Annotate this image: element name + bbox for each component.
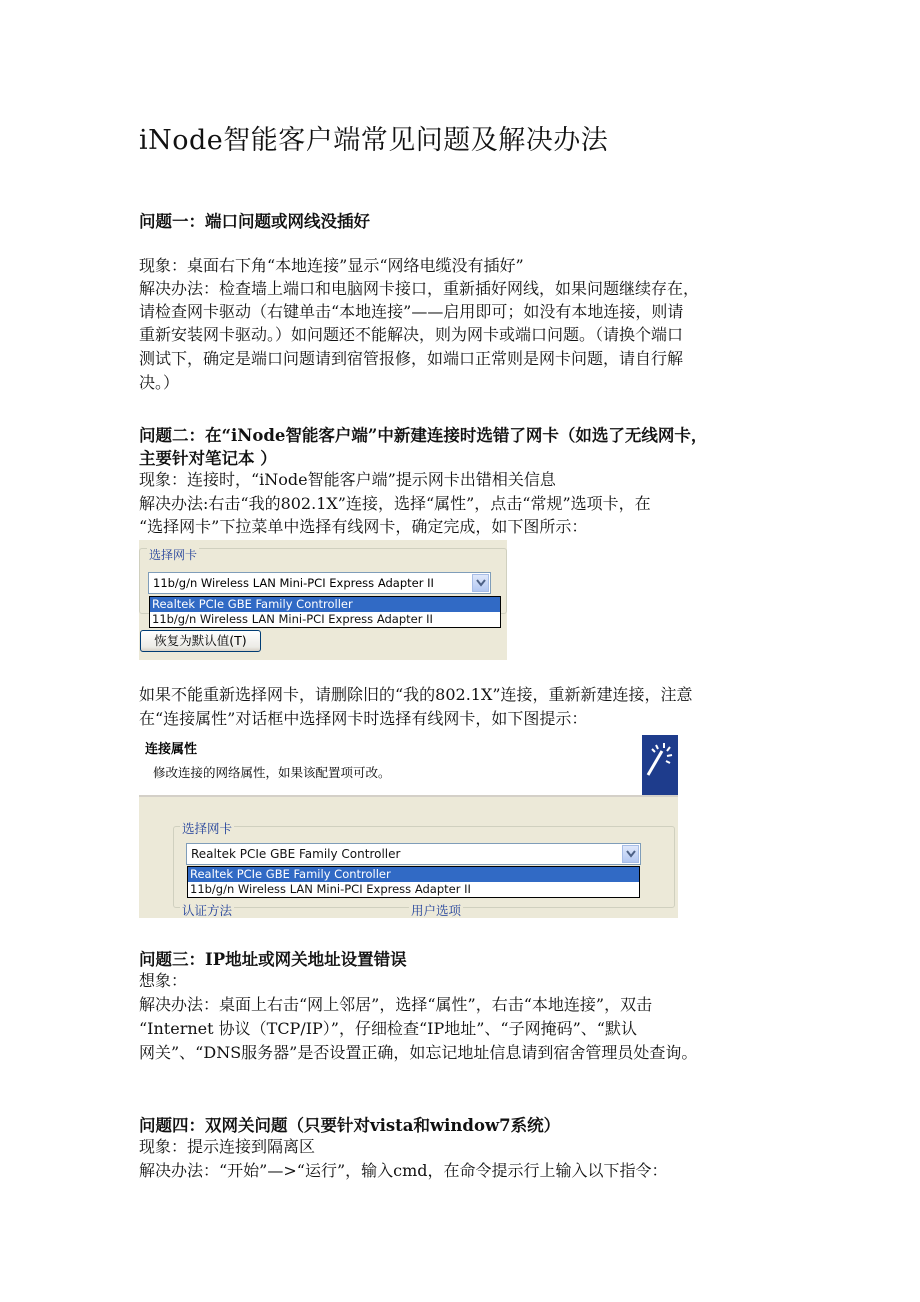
connection-properties-screenshot bbox=[139, 735, 678, 918]
q4-heading: 问题四：双网关问题（只要针对vista和window7系统） bbox=[139, 1116, 561, 1135]
nic-combobox-value: Realtek PCIe GBE Family Controller bbox=[191, 847, 401, 861]
nic-option-realtek[interactable]: Realtek PCIe GBE Family Controller bbox=[188, 867, 639, 882]
q3-heading: 问题三：IP地址或网关地址设置错误 bbox=[139, 950, 407, 969]
q1-line: 解决办法：检查墙上端口和电脑网卡接口，重新插好网线，如果问题继续存在， bbox=[139, 279, 700, 298]
q2-line: 解决办法:右击“我的802.1X”连接，选择“属性”，点击“常规”选项卡，在 bbox=[139, 494, 651, 513]
q3-line: “Internet 协议（TCP/IP）”，仔细检查“IP地址”、“子网掩码”、“默认 bbox=[139, 1019, 637, 1038]
dialog-header bbox=[139, 735, 678, 795]
chevron-down-icon[interactable] bbox=[472, 574, 489, 592]
q3-line: 想象： bbox=[139, 971, 188, 990]
dialog-description: 修改连接的网络属性，如果该配置项可改。 bbox=[153, 765, 391, 780]
q1-heading: 问题一：端口问题或网线没插好 bbox=[139, 212, 370, 231]
user-options-label: 用户选项 bbox=[411, 903, 462, 918]
document-title: iNode智能客户端常见问题及解决办法 bbox=[139, 125, 609, 156]
q2-heading: 问题二：在“iNode智能客户端”中新建连接时选错了网卡（如选了无线网卡， bbox=[139, 426, 708, 445]
header-separator bbox=[139, 795, 678, 797]
nic-option-realtek[interactable]: Realtek PCIe GBE Family Controller bbox=[150, 597, 500, 612]
q1-line: 决。） bbox=[139, 373, 180, 392]
nic-combobox-value: 11b/g/n Wireless LAN Mini-PCI Express Adapter II bbox=[153, 576, 434, 590]
nic-option-wireless[interactable]: 11b/g/n Wireless LAN Mini-PCI Express Adapter II bbox=[152, 612, 433, 626]
nic-combobox[interactable] bbox=[186, 843, 641, 865]
q4-line: 现象：提示连接到隔离区 bbox=[139, 1137, 316, 1156]
chevron-down-icon[interactable] bbox=[622, 845, 639, 863]
restore-default-button[interactable]: 恢复为默认值(T) bbox=[140, 630, 261, 652]
q4-line: 解决办法：“开始”—>“运行”，输入cmd，在命令提示行上输入以下指令： bbox=[139, 1161, 668, 1180]
nic-option-wireless[interactable]: 11b/g/n Wireless LAN Mini-PCI Express Adapter II bbox=[190, 882, 471, 896]
nic-dropdown-list bbox=[149, 596, 501, 628]
dialog-title: 连接属性 bbox=[145, 742, 198, 757]
q2-line: “选择网卡”下拉菜单中选择有线网卡，确定完成，如下图所示： bbox=[139, 517, 588, 536]
q2-line: 现象：连接时，“iNode智能客户端”提示网卡出错相关信息 bbox=[139, 470, 556, 489]
nic-dropdown-list bbox=[187, 866, 640, 898]
q1-line: 重新安装网卡驱动。）如问题还不能解决，则为网卡或端口问题。（请换个端口 bbox=[139, 325, 684, 344]
nic-combobox[interactable] bbox=[148, 572, 491, 594]
q1-line: 测试下，确定是端口问题请到宿管报修，如端口正常则是网卡问题，请自行解 bbox=[139, 349, 684, 368]
q2-heading-cont: 主要针对笔记本 ） bbox=[139, 449, 277, 468]
nic-group-label: 选择网卡 bbox=[182, 821, 233, 836]
q2-after-line: 如果不能重新选择网卡，请删除旧的“我的802.1X”连接，重新新建连接，注意 bbox=[139, 685, 693, 704]
q1-line: 请检查网卡驱动（右键单击“本地连接”——启用即可；如没有本地连接，则请 bbox=[139, 302, 684, 321]
q3-line: 解决办法：桌面上右击“网上邻居”，选择“属性”，右击“本地连接”，双击 bbox=[139, 995, 653, 1014]
q1-line: 现象：桌面右下角“本地连接”显示“网络电缆没有插好” bbox=[139, 256, 524, 275]
q2-after-line: 在“连接属性”对话框中选择网卡时选择有线网卡，如下图提示： bbox=[139, 709, 588, 728]
auth-method-label: 认证方法 bbox=[182, 903, 233, 918]
nic-group-label: 选择网卡 bbox=[149, 548, 198, 562]
q3-line: 网关”、“DNS服务器”是否设置正确，如忘记地址信息请到宿舍管理员处查询。 bbox=[139, 1043, 698, 1062]
logo-icon bbox=[642, 735, 678, 795]
nic-select-screenshot bbox=[139, 540, 507, 660]
